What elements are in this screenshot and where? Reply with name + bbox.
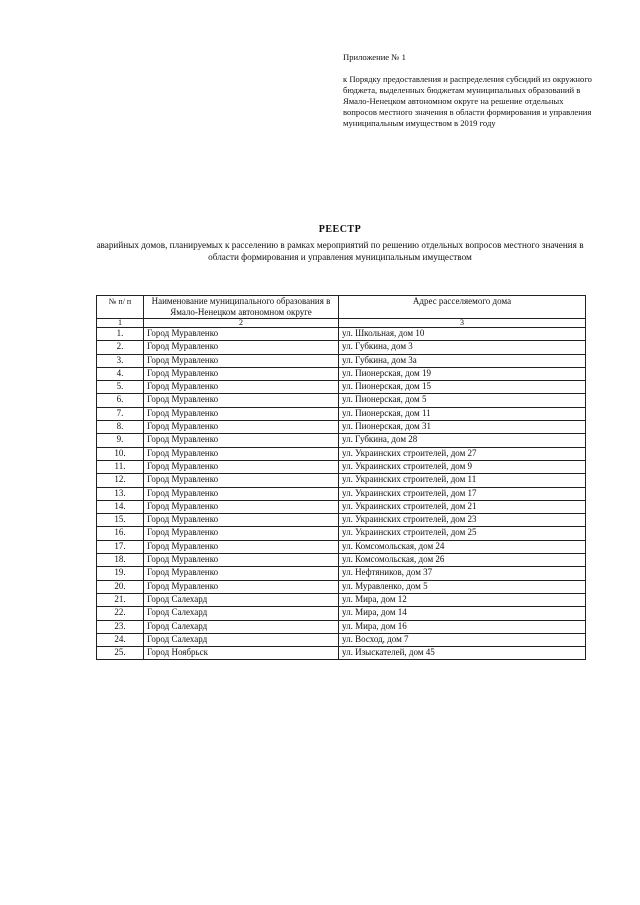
table-row xyxy=(97,567,586,580)
table-row xyxy=(97,367,586,380)
row-number-cell: 6. xyxy=(97,394,144,407)
table-row xyxy=(97,527,586,540)
table-row xyxy=(97,500,586,513)
municipality-cell: Город Муравленко xyxy=(144,487,339,500)
table-row xyxy=(97,620,586,633)
appendix-text: к Порядку предоставления и распределения субсидий из окружного бюджета, выделенных бюджетам муниципальных образований в Ямало-Ненецком автономном округе на решение отдельных вопросов местного значения в области формирования и управления муниципальным имуществом в 2019 году xyxy=(343,74,592,128)
address-cell: ул. Комсомольская, дом 26 xyxy=(339,554,586,567)
row-number-cell: 14. xyxy=(97,500,144,513)
address-cell: ул. Украинских строителей, дом 27 xyxy=(339,447,586,460)
row-number-cell: 10. xyxy=(97,447,144,460)
row-number-cell: 18. xyxy=(97,554,144,567)
table-row xyxy=(97,381,586,394)
row-number-cell: 13. xyxy=(97,487,144,500)
address-cell: ул. Нефтяников, дом 37 xyxy=(339,567,586,580)
address-cell: ул. Изыскателей, дом 45 xyxy=(339,647,586,660)
municipality-cell: Город Салехард xyxy=(144,633,339,646)
municipality-cell: Город Салехард xyxy=(144,593,339,606)
row-number-cell: 19. xyxy=(97,567,144,580)
municipality-cell: Город Муравленко xyxy=(144,514,339,527)
row-number-cell: 3. xyxy=(97,354,144,367)
municipality-cell: Город Муравленко xyxy=(144,460,339,473)
address-cell: ул. Украинских строителей, дом 23 xyxy=(339,514,586,527)
municipality-cell: Город Муравленко xyxy=(144,554,339,567)
address-cell: ул. Пионерская, дом 19 xyxy=(339,367,586,380)
appendix-title: Приложение № 1 xyxy=(343,52,406,62)
row-number-cell: 9. xyxy=(97,434,144,447)
municipality-cell: Город Муравленко xyxy=(144,500,339,513)
row-number-cell: 2. xyxy=(97,341,144,354)
table-row xyxy=(97,554,586,567)
registry-table xyxy=(96,295,586,660)
address-cell: ул. Пионерская, дом 5 xyxy=(339,394,586,407)
address-cell: ул. Муравленко, дом 5 xyxy=(339,580,586,593)
address-cell: ул. Украинских строителей, дом 9 xyxy=(339,460,586,473)
row-number-cell: 21. xyxy=(97,593,144,606)
row-number-cell: 11. xyxy=(97,460,144,473)
row-number-cell: 25. xyxy=(97,647,144,660)
municipality-cell: Город Муравленко xyxy=(144,394,339,407)
row-number-cell: 20. xyxy=(97,580,144,593)
municipality-cell: Город Муравленко xyxy=(144,367,339,380)
table-row xyxy=(97,474,586,487)
municipality-cell: Город Муравленко xyxy=(144,527,339,540)
row-number-cell: 8. xyxy=(97,421,144,434)
appendix-block xyxy=(343,52,593,129)
header-number: № п/ п xyxy=(97,296,144,319)
address-cell: ул. Украинских строителей, дом 11 xyxy=(339,474,586,487)
table-body xyxy=(97,328,586,660)
table-row xyxy=(97,421,586,434)
table-row xyxy=(97,434,586,447)
table-row xyxy=(97,593,586,606)
municipality-cell: Город Муравленко xyxy=(144,474,339,487)
address-cell: ул. Мира, дом 14 xyxy=(339,607,586,620)
municipality-cell: Город Муравленко xyxy=(144,407,339,420)
municipality-cell: Город Муравленко xyxy=(144,567,339,580)
address-cell: ул. Губкина, дом 3а xyxy=(339,354,586,367)
municipality-cell: Город Муравленко xyxy=(144,421,339,434)
table-row xyxy=(97,447,586,460)
row-number-cell: 4. xyxy=(97,367,144,380)
table-row xyxy=(97,540,586,553)
header-municipality: Наименование муниципального образования в Ямало-Ненецком автономном округе xyxy=(144,296,339,319)
municipality-cell: Город Салехард xyxy=(144,620,339,633)
address-cell: ул. Пионерская, дом 15 xyxy=(339,381,586,394)
table-row xyxy=(97,647,586,660)
municipality-cell: Город Ноябрьск xyxy=(144,647,339,660)
municipality-cell: Город Муравленко xyxy=(144,381,339,394)
municipality-cell: Город Муравленко xyxy=(144,328,339,341)
table-row xyxy=(97,328,586,341)
address-cell: ул. Школьная, дом 10 xyxy=(339,328,586,341)
row-number-cell: 1. xyxy=(97,328,144,341)
address-cell: ул. Украинских строителей, дом 21 xyxy=(339,500,586,513)
table-index-row xyxy=(97,319,586,328)
index-cell: 3 xyxy=(339,319,586,328)
municipality-cell: Город Муравленко xyxy=(144,580,339,593)
address-cell: ул. Комсомольская, дом 24 xyxy=(339,540,586,553)
row-number-cell: 24. xyxy=(97,633,144,646)
table-row xyxy=(97,633,586,646)
address-cell: ул. Мира, дом 16 xyxy=(339,620,586,633)
address-cell: ул. Восход, дом 7 xyxy=(339,633,586,646)
address-cell: ул. Мира, дом 12 xyxy=(339,593,586,606)
address-cell: ул. Пионерская, дом 11 xyxy=(339,407,586,420)
index-cell: 2 xyxy=(144,319,339,328)
municipality-cell: Город Муравленко xyxy=(144,341,339,354)
table-row xyxy=(97,607,586,620)
row-number-cell: 15. xyxy=(97,514,144,527)
document-subtitle: аварийных домов, планируемых к расселению в рамках мероприятий по решению отдельных вопросов местного значения в области формирования и управления муниципальным имуществом xyxy=(96,240,584,262)
address-cell: ул. Украинских строителей, дом 25 xyxy=(339,527,586,540)
index-cell: 1 xyxy=(97,319,144,328)
row-number-cell: 5. xyxy=(97,381,144,394)
municipality-cell: Город Муравленко xyxy=(144,447,339,460)
table-row xyxy=(97,487,586,500)
address-cell: ул. Украинских строителей, дом 17 xyxy=(339,487,586,500)
row-number-cell: 23. xyxy=(97,620,144,633)
table-row xyxy=(97,407,586,420)
table-row xyxy=(97,514,586,527)
table-row xyxy=(97,341,586,354)
row-number-cell: 22. xyxy=(97,607,144,620)
table-row xyxy=(97,394,586,407)
header-address: Адрес расселяемого дома xyxy=(339,296,586,319)
row-number-cell: 7. xyxy=(97,407,144,420)
table-row xyxy=(97,460,586,473)
table-header-row xyxy=(97,296,586,319)
table-row xyxy=(97,354,586,367)
row-number-cell: 16. xyxy=(97,527,144,540)
address-cell: ул. Губкина, дом 28 xyxy=(339,434,586,447)
document-title: РЕЕСТР xyxy=(318,224,362,235)
address-cell: ул. Губкина, дом 3 xyxy=(339,341,586,354)
address-cell: ул. Пионерская, дом 31 xyxy=(339,421,586,434)
table-row xyxy=(97,580,586,593)
municipality-cell: Город Муравленко xyxy=(144,354,339,367)
municipality-cell: Город Муравленко xyxy=(144,434,339,447)
row-number-cell: 12. xyxy=(97,474,144,487)
municipality-cell: Город Муравленко xyxy=(144,540,339,553)
municipality-cell: Город Салехард xyxy=(144,607,339,620)
row-number-cell: 17. xyxy=(97,540,144,553)
